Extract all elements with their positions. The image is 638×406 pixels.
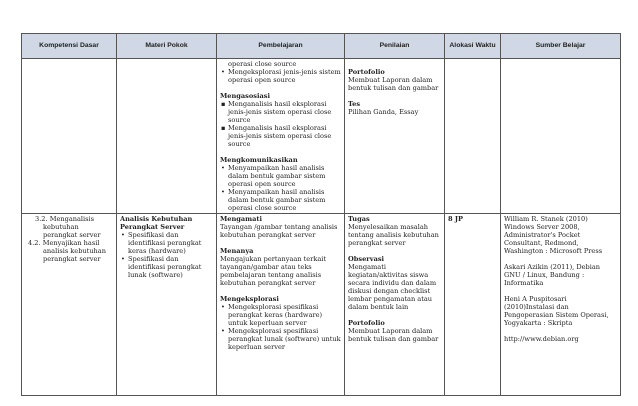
section-title: Tes [348, 100, 361, 108]
header-sumber-belajar: Sumber Belajar [501, 34, 621, 59]
text-line: Mengajukan pertanyaan terkait tayangan/gambar atau teks pembelajaran tentang analisis kebutuhan perangkat server [220, 255, 327, 287]
list-item: ▪ Menganalisis hasil eksplorasi jenis-jenis sistem operasi close source [220, 124, 341, 148]
header-materi-pokok: Materi Pokok [117, 34, 217, 59]
cell-kompetensi-dasar [22, 214, 117, 396]
cell-materi-pokok [117, 214, 217, 396]
section-title: Portofolio [348, 319, 385, 327]
header-kompetensi-dasar: Kompetensi Dasar [22, 34, 117, 59]
source-item: William R. Stanek (2010) Windows Server 2008, Administrator's Pocket Consultant, Redmond, Washington : Microsoft Press [504, 215, 603, 255]
header-alokasi-waktu: Alokasi Waktu [445, 34, 501, 59]
kd-text: Menganalisis [49, 215, 95, 223]
list-item: • Mengeksplorasi spesifikasi perangkat keras (hardware) untuk keperluan server [220, 303, 341, 327]
table-row [22, 59, 621, 214]
kd-text: kebutuhan perangkat server [43, 223, 101, 239]
list-item: • Menyampaikan hasil analisis dalam bentuk gambar sistem operasi close source [220, 188, 341, 212]
cell-sumber-empty [501, 59, 621, 214]
cell-materi-empty [117, 59, 217, 214]
cell-kd-empty [22, 59, 117, 214]
section-title: Portofolio [348, 68, 385, 76]
source-item: Askari Azikin (2011), Debian GNU / Linux, Bandung : Informatika [504, 263, 601, 287]
text-line: operasi close source [228, 60, 297, 68]
cell-alokasi-empty [445, 59, 501, 214]
source-link[interactable]: http://www.debian.org [504, 335, 579, 343]
section-title: Menanya [220, 247, 254, 255]
cell-alokasi-waktu [445, 214, 501, 396]
section-title: Mengamati [220, 215, 262, 223]
list-item: • Spesifikasi dan identifikasi perangkat lunak (software) [120, 255, 213, 279]
section-title: Observasi [348, 255, 385, 263]
list-item: • Mengeksplorasi jenis-jenis sistem operasi open source [220, 68, 341, 84]
source-item: Heni A Puspitosari (2010)Instalasi dan Pengoperasian Sistem Operasi, Yogyakarta : Skripta [504, 295, 609, 327]
cell-pembelajaran [217, 59, 345, 214]
section-title: Mengeksplorasi [220, 295, 279, 303]
list-item: • Menyampaikan hasil analisis dalam bentuk gambar sistem operasi open source [220, 164, 341, 188]
section-title: Mengkomunikasikan [220, 156, 298, 164]
section-title: Analisis Kebutuhan Perangkat Server [120, 215, 193, 231]
kd-number: 4.2. [28, 239, 41, 247]
cell-pembelajaran [217, 214, 345, 396]
alokasi-value: 8 JP [448, 215, 463, 223]
list-item: • Spesifikasi dan identifikasi perangkat keras (hardware) [120, 231, 213, 255]
section-title: Tugas [348, 215, 370, 223]
text-line: Menyelesaikan masalah tentang analisis kebutuhan perangkat server [348, 223, 439, 247]
text-line: Tayangan /gambar tentang analisis kebutuhan perangkat server [220, 223, 338, 239]
header-row [22, 34, 621, 59]
table-row [22, 214, 621, 396]
header-pembelajaran: Pembelajaran [217, 34, 345, 59]
kd-text: Menyajikan hasil [42, 239, 100, 247]
kd-text: analisis kebutuhan perangkat server [43, 247, 106, 263]
text-line: Membuat Laporan dalam bentuk tulisan dan gambar [348, 76, 439, 92]
cell-penilaian [345, 59, 445, 214]
section-title: Mengasosiasi [220, 92, 270, 100]
text-line: Membuat Laporan dalam bentuk tulisan dan gambar [348, 327, 439, 343]
kd-number: 3.2. [35, 215, 48, 223]
list-item: ▪ Menganalisis hasil eksplorasi jenis-jenis sistem operasi close source [220, 100, 341, 124]
cell-sumber-belajar [501, 214, 621, 396]
syllabus-table [21, 33, 621, 396]
header-penilaian: Penilaian [345, 34, 445, 59]
cell-penilaian [345, 214, 445, 396]
text-line: Mengamati kegiatan/aktivitas siswa secara individu dan dalam diskusi dengan checklist lembar pengamatan atau dalam bentuk lain [348, 263, 437, 311]
list-item: • Mengeksplorasi spesifikasi perangkat lunak (software) untuk keperluan server [220, 327, 341, 351]
text-line: Pilihan Ganda, Essay [348, 108, 419, 116]
